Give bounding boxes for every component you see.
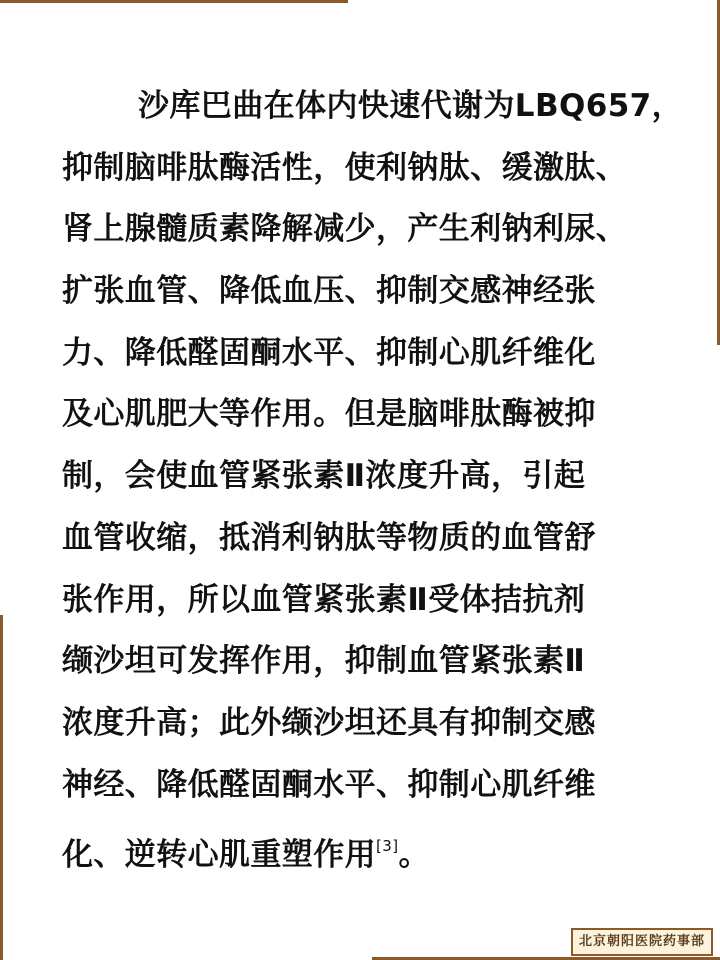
text-line: 制，会使血管紧张素Ⅱ浓度升高，引起: [62, 458, 586, 495]
text-line: 肾上腺髓质素降解减少，产生利钠利尿、: [62, 211, 628, 248]
text-line: 扩张血管、降低血压、抑制交感神经张: [62, 273, 596, 310]
frame-left-border: [0, 615, 3, 960]
text-line-last: [62, 816, 672, 878]
frame-top-border: [0, 0, 348, 3]
text-line: 张作用，所以血管紧张素Ⅱ受体拮抗剂: [62, 581, 586, 618]
article-body: [62, 76, 684, 878]
footer-label: 北京朝阳医院药事部: [571, 928, 713, 956]
text-line: 及心肌肥大等作用。但是脑啡肽酶被抑: [62, 396, 596, 433]
text-line: 血管收缩，抵消利钠肽等物质的血管舒: [62, 519, 596, 556]
citation-ref[interactable]: [3]: [376, 837, 399, 856]
last-line-text: 化、逆转心肌重塑作用: [62, 837, 376, 874]
text-line: 缬沙坦可发挥作用，抑制血管紧张素Ⅱ: [62, 643, 586, 680]
text-line: 神经、降低醛固酮水平、抑制心肌纤维: [62, 766, 596, 803]
text-line: 沙库巴曲在体内快速代谢为LBQ657，: [138, 88, 684, 124]
end-mark: 。: [398, 837, 430, 874]
text-line: 力、降低醛固酮水平、抑制心肌纤维化: [62, 334, 596, 371]
text-line: 浓度升高；此外缬沙坦还具有抑制交感: [62, 704, 596, 741]
text-line: 抑制脑啡肽酶活性，使利钠肽、缓激肽、: [62, 149, 628, 186]
